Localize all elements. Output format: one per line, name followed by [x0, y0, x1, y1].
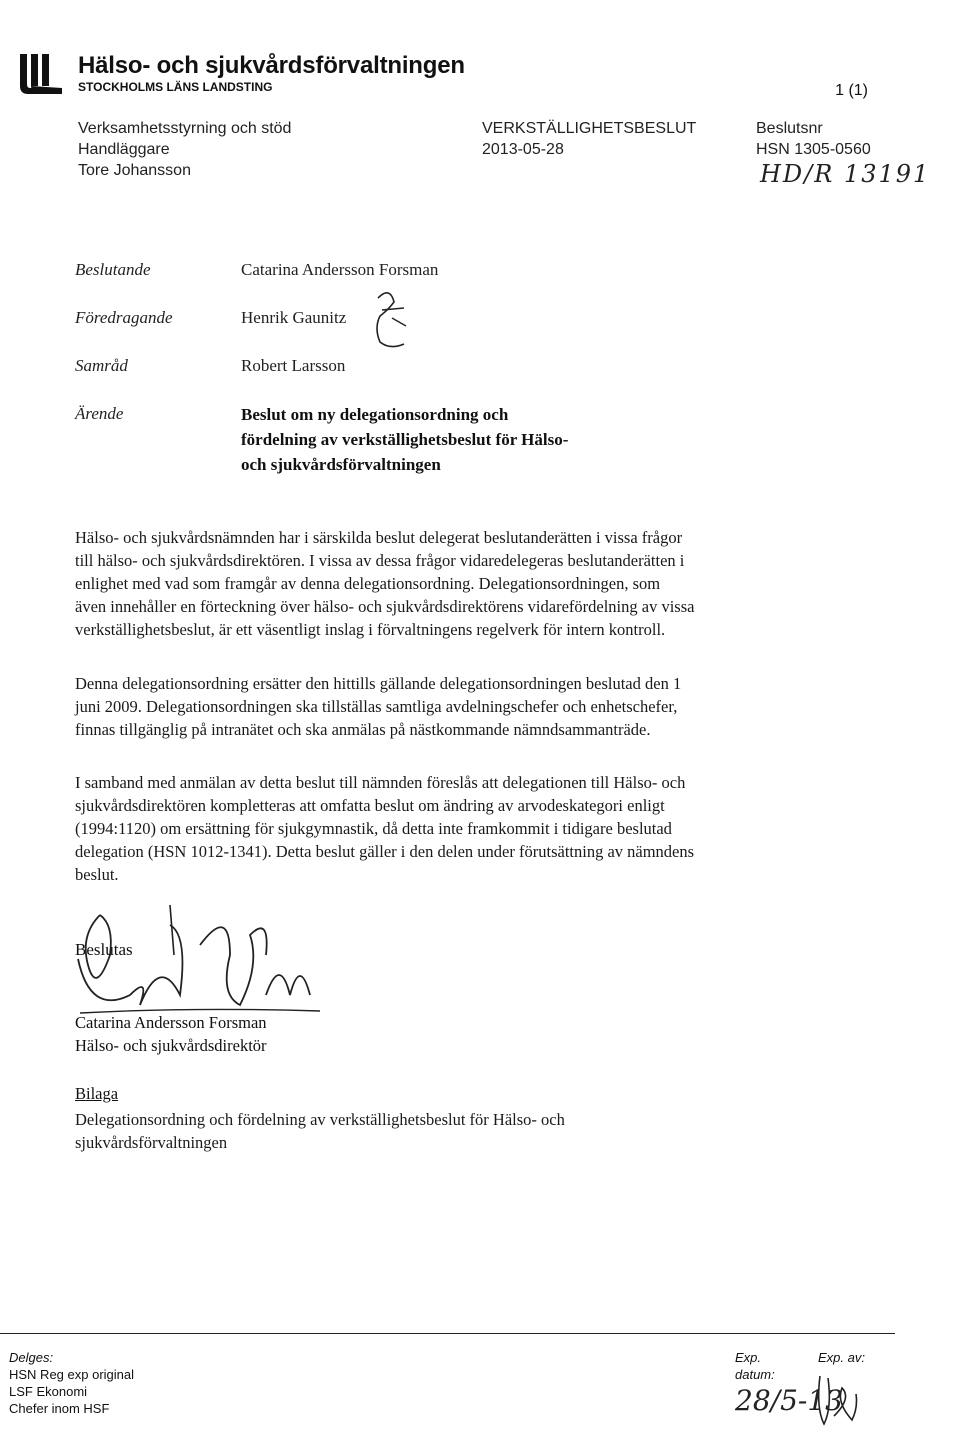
signatory-name: Catarina Andersson Forsman	[75, 1013, 267, 1032]
department: Verksamhetsstyrning och stöd	[78, 120, 292, 137]
text-line: Hälso- och sjukvårdsnämnden har i särskilda beslut delegerat beslutanderätten i vissa frågor	[75, 528, 683, 547]
paragraph-2	[75, 672, 875, 741]
label-matter: Ärende	[75, 404, 124, 423]
text-line: verkställighetsbeslut, är ett väsentligt inslag i förvaltningens regelverk för intern kontroll.	[75, 620, 666, 639]
text-line: Delegationsordning och fördelning av verkställighetsbeslut för Hälso- och	[75, 1110, 565, 1129]
org-subtitle: STOCKHOLMS LÄNS LANDSTING	[78, 80, 273, 94]
exp-by-label: Exp. av:	[818, 1350, 865, 1365]
text-line: delegation (HSN 1012-1341). Detta beslut gäller i den delen under förutsättning av nämndens	[75, 842, 695, 861]
delges-label: Delges:	[9, 1350, 54, 1365]
datum-label: datum:	[735, 1367, 775, 1382]
text-line: enlighet med vad som framgår av denna delegationsordning. Delegationsordningen, som	[75, 574, 661, 593]
handler-label: Handläggare	[78, 141, 170, 158]
label-presenter: Föredragande	[75, 308, 173, 327]
text-line: även innehåller en förteckning över hälso- och sjukvårdsdirektörens vidarefördelning av vissa	[75, 597, 695, 616]
sll-logo-icon	[18, 52, 64, 96]
value-presenter: Henrik Gaunitz	[241, 308, 347, 327]
subject-line: fördelning av verkställighetsbeslut för Hälso-	[241, 430, 569, 449]
distribution-list	[9, 1349, 134, 1417]
exp-date-label	[735, 1349, 775, 1383]
document-date: 2013-05-28	[482, 141, 564, 158]
distribution-item: HSN Reg exp original	[9, 1367, 135, 1382]
attachment-heading: Bilaga	[75, 1084, 119, 1103]
signatory-title: Hälso- och sjukvårdsdirektör	[75, 1036, 267, 1055]
signature-stamp: Beslutas	[75, 940, 133, 959]
text-line: finnas tillgänglig på intranätet och ska anmälas på nästkommande nämndsammanträde.	[75, 720, 651, 739]
distribution-item: Chefer inom HSF	[9, 1401, 110, 1416]
subject-line: och sjukvårdsförvaltningen	[241, 455, 441, 474]
text-line: sjukvårdsförvaltningen	[75, 1133, 228, 1152]
header-right	[756, 118, 871, 160]
decision-number-label: Beslutsnr	[756, 120, 823, 137]
handwritten-signature-icon	[70, 895, 330, 1025]
matter-subject	[241, 402, 801, 477]
decision-number: HSN 1305-0560	[756, 141, 871, 158]
subject-line: Beslut om ny delegationsordning och	[241, 405, 509, 424]
text-line: sjukvårdsdirektören kompletteras att omfatta beslut om ändring av arvodeskategori enligt	[75, 796, 665, 815]
handwritten-reference: HD/R 13191	[760, 160, 931, 188]
attachment-text	[75, 1108, 875, 1154]
text-line: till hälso- och sjukvårdsdirektören. I vissa av dessa frågor vidaredelegeras beslutanderätten i	[75, 551, 685, 570]
paragraph-3	[75, 771, 875, 886]
document-type: VERKSTÄLLIGHETSBESLUT	[482, 120, 697, 137]
label-decision-maker: Beslutande	[75, 260, 151, 279]
initials-mark-icon	[370, 288, 412, 354]
value-decision-maker: Catarina Andersson Forsman	[241, 260, 439, 279]
distribution-item: LSF Ekonomi	[9, 1384, 88, 1399]
text-line: I samband med anmälan av detta beslut till nämnden föreslås att delegationen till Hälso- och	[75, 773, 686, 792]
handler-name: Tore Johansson	[78, 162, 191, 179]
value-consultation: Robert Larsson	[241, 356, 346, 375]
handwritten-initials-icon	[812, 1368, 862, 1430]
page-number: 1 (1)	[835, 82, 868, 99]
paragraph-1	[75, 526, 875, 641]
text-line: juni 2009. Delegationsordningen ska tillställas samtliga avdelningschefer och enhetschefer,	[75, 697, 678, 716]
text-line: (1994:1120) om ersättning för sjukgymnastik, då detta inte framkommit i tidigare beslutad	[75, 819, 672, 838]
text-line: beslut.	[75, 865, 119, 884]
handwritten-date: 28/5-13	[735, 1384, 843, 1417]
exp-label: Exp.	[735, 1350, 762, 1365]
label-consultation: Samråd	[75, 356, 128, 375]
text-line: Denna delegationsordning ersätter den hittills gällande delegationsordningen beslutad den 1	[75, 674, 682, 693]
org-name: Hälso- och sjukvårdsförvaltningen	[78, 52, 465, 79]
header-left	[78, 118, 291, 181]
header-center	[482, 118, 696, 160]
footer-divider	[0, 1333, 895, 1334]
